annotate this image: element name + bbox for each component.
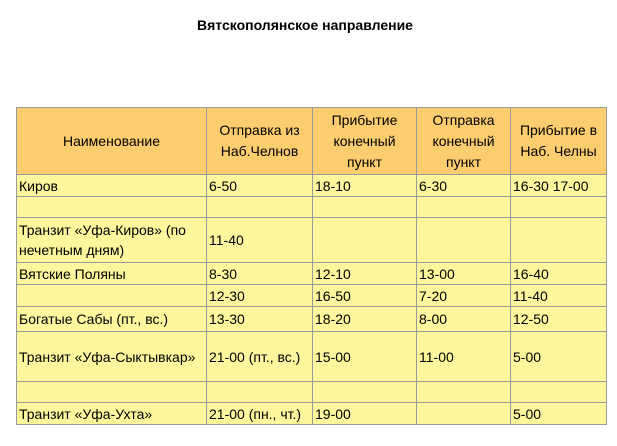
cell-departure-chelny: 12-30 [207, 285, 313, 307]
cell-departure-destination [417, 382, 511, 403]
cell-arrival-destination: 19-00 [313, 403, 417, 425]
table-row [17, 197, 607, 218]
cell-arrival-chelny [511, 197, 607, 218]
cell-name [17, 197, 207, 218]
cell-arrival-destination: 18-20 [313, 307, 417, 332]
table-row [17, 382, 607, 403]
cell-name: Вятские Поляны [17, 263, 207, 285]
cell-departure-chelny: 13-30 [207, 307, 313, 332]
cell-departure-chelny [207, 197, 313, 218]
cell-departure-destination [417, 197, 511, 218]
cell-arrival-destination: 12-10 [313, 263, 417, 285]
cell-departure-chelny: 6-50 [207, 175, 313, 197]
table-row [17, 263, 607, 285]
cell-name [17, 382, 207, 403]
table-row [17, 175, 607, 197]
cell-name [17, 285, 207, 307]
cell-departure-destination: 6-30 [417, 175, 511, 197]
cell-name: Богатые Сабы (пт., вс.) [17, 307, 207, 332]
cell-departure-destination [417, 403, 511, 425]
header-departure-chelny: Отправка из Наб.Челнов [207, 108, 313, 175]
cell-departure-chelny [207, 382, 313, 403]
cell-name: Транзит «Уфа-Ухта» [17, 403, 207, 425]
table-header-row [17, 108, 607, 175]
page-title: Вятскополянское направление [197, 17, 413, 33]
cell-departure-destination: 7-20 [417, 285, 511, 307]
cell-departure-destination [417, 218, 511, 263]
schedule-table [16, 107, 607, 425]
cell-departure-chelny: 8-30 [207, 263, 313, 285]
header-name: Наименование [17, 108, 207, 175]
cell-name: Транзит «Уфа-Сыктывкар» [17, 332, 207, 382]
cell-arrival-chelny: 5-00 [511, 403, 607, 425]
cell-departure-destination: 11-00 [417, 332, 511, 382]
cell-arrival-destination: 18-10 [313, 175, 417, 197]
header-arrival-chelny: Прибытие в Наб. Челны [511, 108, 607, 175]
table-row [17, 403, 607, 425]
cell-arrival-destination [313, 382, 417, 403]
table-row [17, 332, 607, 382]
table-row [17, 218, 607, 263]
table-row [17, 285, 607, 307]
cell-departure-destination: 8-00 [417, 307, 511, 332]
table-row [17, 307, 607, 332]
cell-arrival-chelny [511, 218, 607, 263]
cell-name: Транзит «Уфа-Киров» (по нечетным дням) [17, 218, 207, 263]
cell-arrival-destination [313, 218, 417, 263]
cell-departure-chelny: 21-00 (пн., чт.) [207, 403, 313, 425]
cell-departure-chelny: 11-40 [207, 218, 313, 263]
cell-arrival-chelny [511, 382, 607, 403]
cell-arrival-chelny: 5-00 [511, 332, 607, 382]
header-arrival-destination: Прибытие конечный пункт [313, 108, 417, 175]
cell-departure-chelny: 21-00 (пт., вс.) [207, 332, 313, 382]
cell-arrival-destination [313, 197, 417, 218]
cell-arrival-chelny: 16-30 17-00 [511, 175, 607, 197]
cell-arrival-chelny: 16-40 [511, 263, 607, 285]
cell-arrival-destination: 15-00 [313, 332, 417, 382]
cell-departure-destination: 13-00 [417, 263, 511, 285]
cell-arrival-chelny: 12-50 [511, 307, 607, 332]
cell-name: Киров [17, 175, 207, 197]
cell-arrival-destination: 16-50 [313, 285, 417, 307]
cell-arrival-chelny: 11-40 [511, 285, 607, 307]
header-departure-destination: Отправка конечный пункт [417, 108, 511, 175]
